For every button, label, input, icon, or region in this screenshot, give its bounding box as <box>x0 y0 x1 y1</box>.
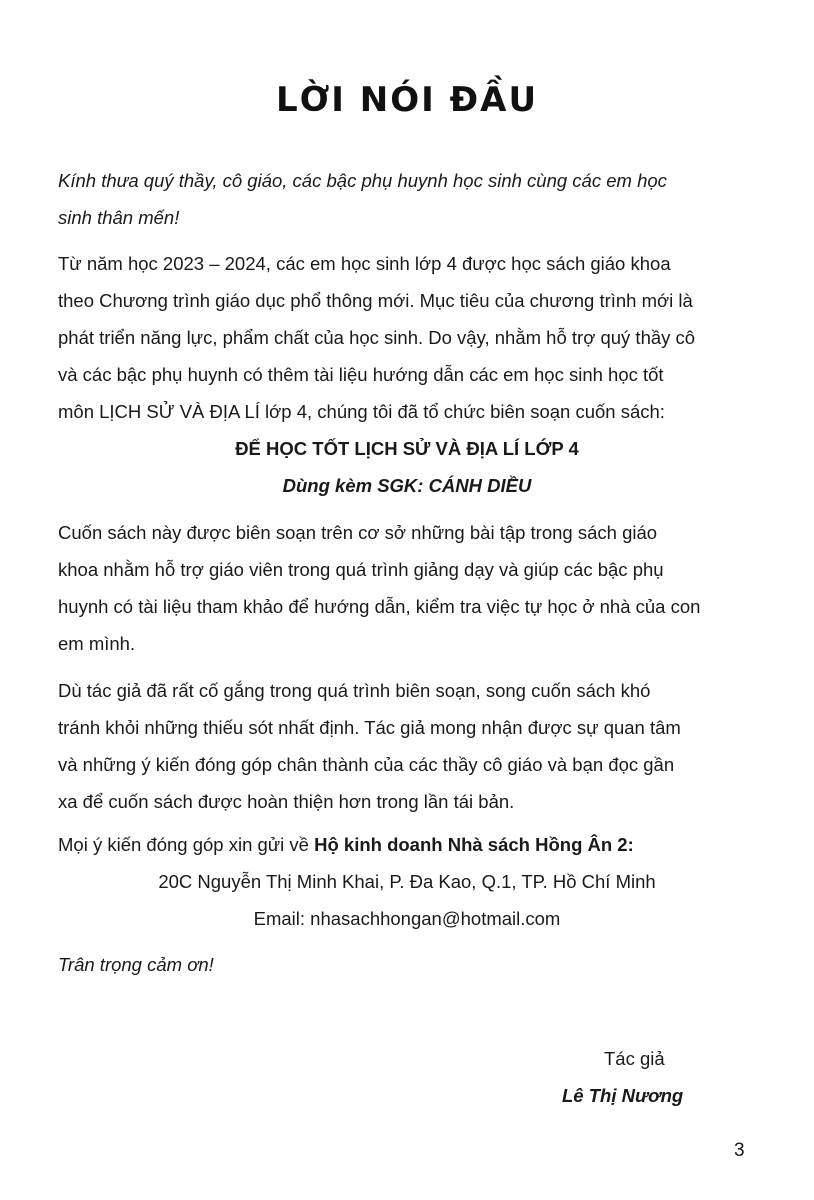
contact-email: Email: nhasachhongan@hotmail.com <box>253 908 561 929</box>
para1-line-2: theo Chương trình giáo dục phổ thông mới. Mục tiêu của chương trình mới là <box>58 290 693 311</box>
para3-line-3: và những ý kiến đóng góp chân thành của các thầy cô giáo và bạn đọc gần <box>58 754 675 775</box>
para1-line-1: Từ năm học 2023 – 2024, các em học sinh lớp 4 được học sách giáo khoa <box>58 253 671 274</box>
greeting-line-1: Kính thưa quý thầy, cô giáo, các bậc phụ huynh học sinh cùng các em học <box>58 170 667 191</box>
para1-line-3: phát triển năng lực, phẩm chất của học sinh. Do vậy, nhằm hỗ trợ quý thầy cô <box>58 327 696 348</box>
para1-line-5: môn LỊCH SỬ VÀ ĐỊA LÍ lớp 4, chúng tôi đã tổ chức biên soạn cuốn sách: <box>58 401 665 422</box>
contact-colon: : <box>627 834 634 855</box>
para1-line-4: và các bậc phụ huynh có thêm tài liệu hướng dẫn các em học sinh học tốt <box>58 364 664 385</box>
para2-line-3: huynh có tài liệu tham khảo để hướng dẫn, kiểm tra việc tự học ở nhà của con <box>58 596 701 617</box>
author-name: Lê Thị Nương <box>562 1085 684 1106</box>
para3-line-4: xa để cuốn sách được hoàn thiện hơn trong lần tái bản. <box>58 791 515 812</box>
para3-line-1: Dù tác giả đã rất cố gắng trong quá trình biên soạn, song cuốn sách khó <box>58 680 651 701</box>
para2-line-2: khoa nhằm hỗ trợ giáo viên trong quá trình giảng dạy và giúp các bậc phụ <box>58 559 664 580</box>
para3-line-2: tránh khỏi những thiếu sót nhất định. Tác giả mong nhận được sự quan tâm <box>58 717 681 738</box>
contact-organization: Hộ kinh doanh Nhà sách Hồng Ân 2 <box>314 834 628 855</box>
author-label: Tác giả <box>604 1048 665 1069</box>
para2-line-1: Cuốn sách này được biên soạn trên cơ sở những bài tập trong sách giáo <box>58 522 658 543</box>
page-number: 3 <box>734 1140 745 1161</box>
para2-line-4: em mình. <box>58 633 136 654</box>
greeting-line-2: sinh thân mến! <box>58 207 180 228</box>
page-title: LỜI NÓI ĐẦU <box>275 80 539 120</box>
contact-prefix: Mọi ý kiến đóng góp xin gửi về <box>58 834 315 855</box>
contact-line <box>58 826 634 863</box>
book-subtitle: Dùng kèm SGK: CÁNH DIỀU <box>282 475 532 496</box>
closing-line: Trân trọng cảm ơn! <box>58 954 214 975</box>
book-title: ĐỂ HỌC TỐT LỊCH SỬ VÀ ĐỊA LÍ LỚP 4 <box>235 438 579 459</box>
contact-address: 20C Nguyễn Thị Minh Khai, P. Đa Kao, Q.1, TP. Hồ Chí Minh <box>158 871 656 892</box>
